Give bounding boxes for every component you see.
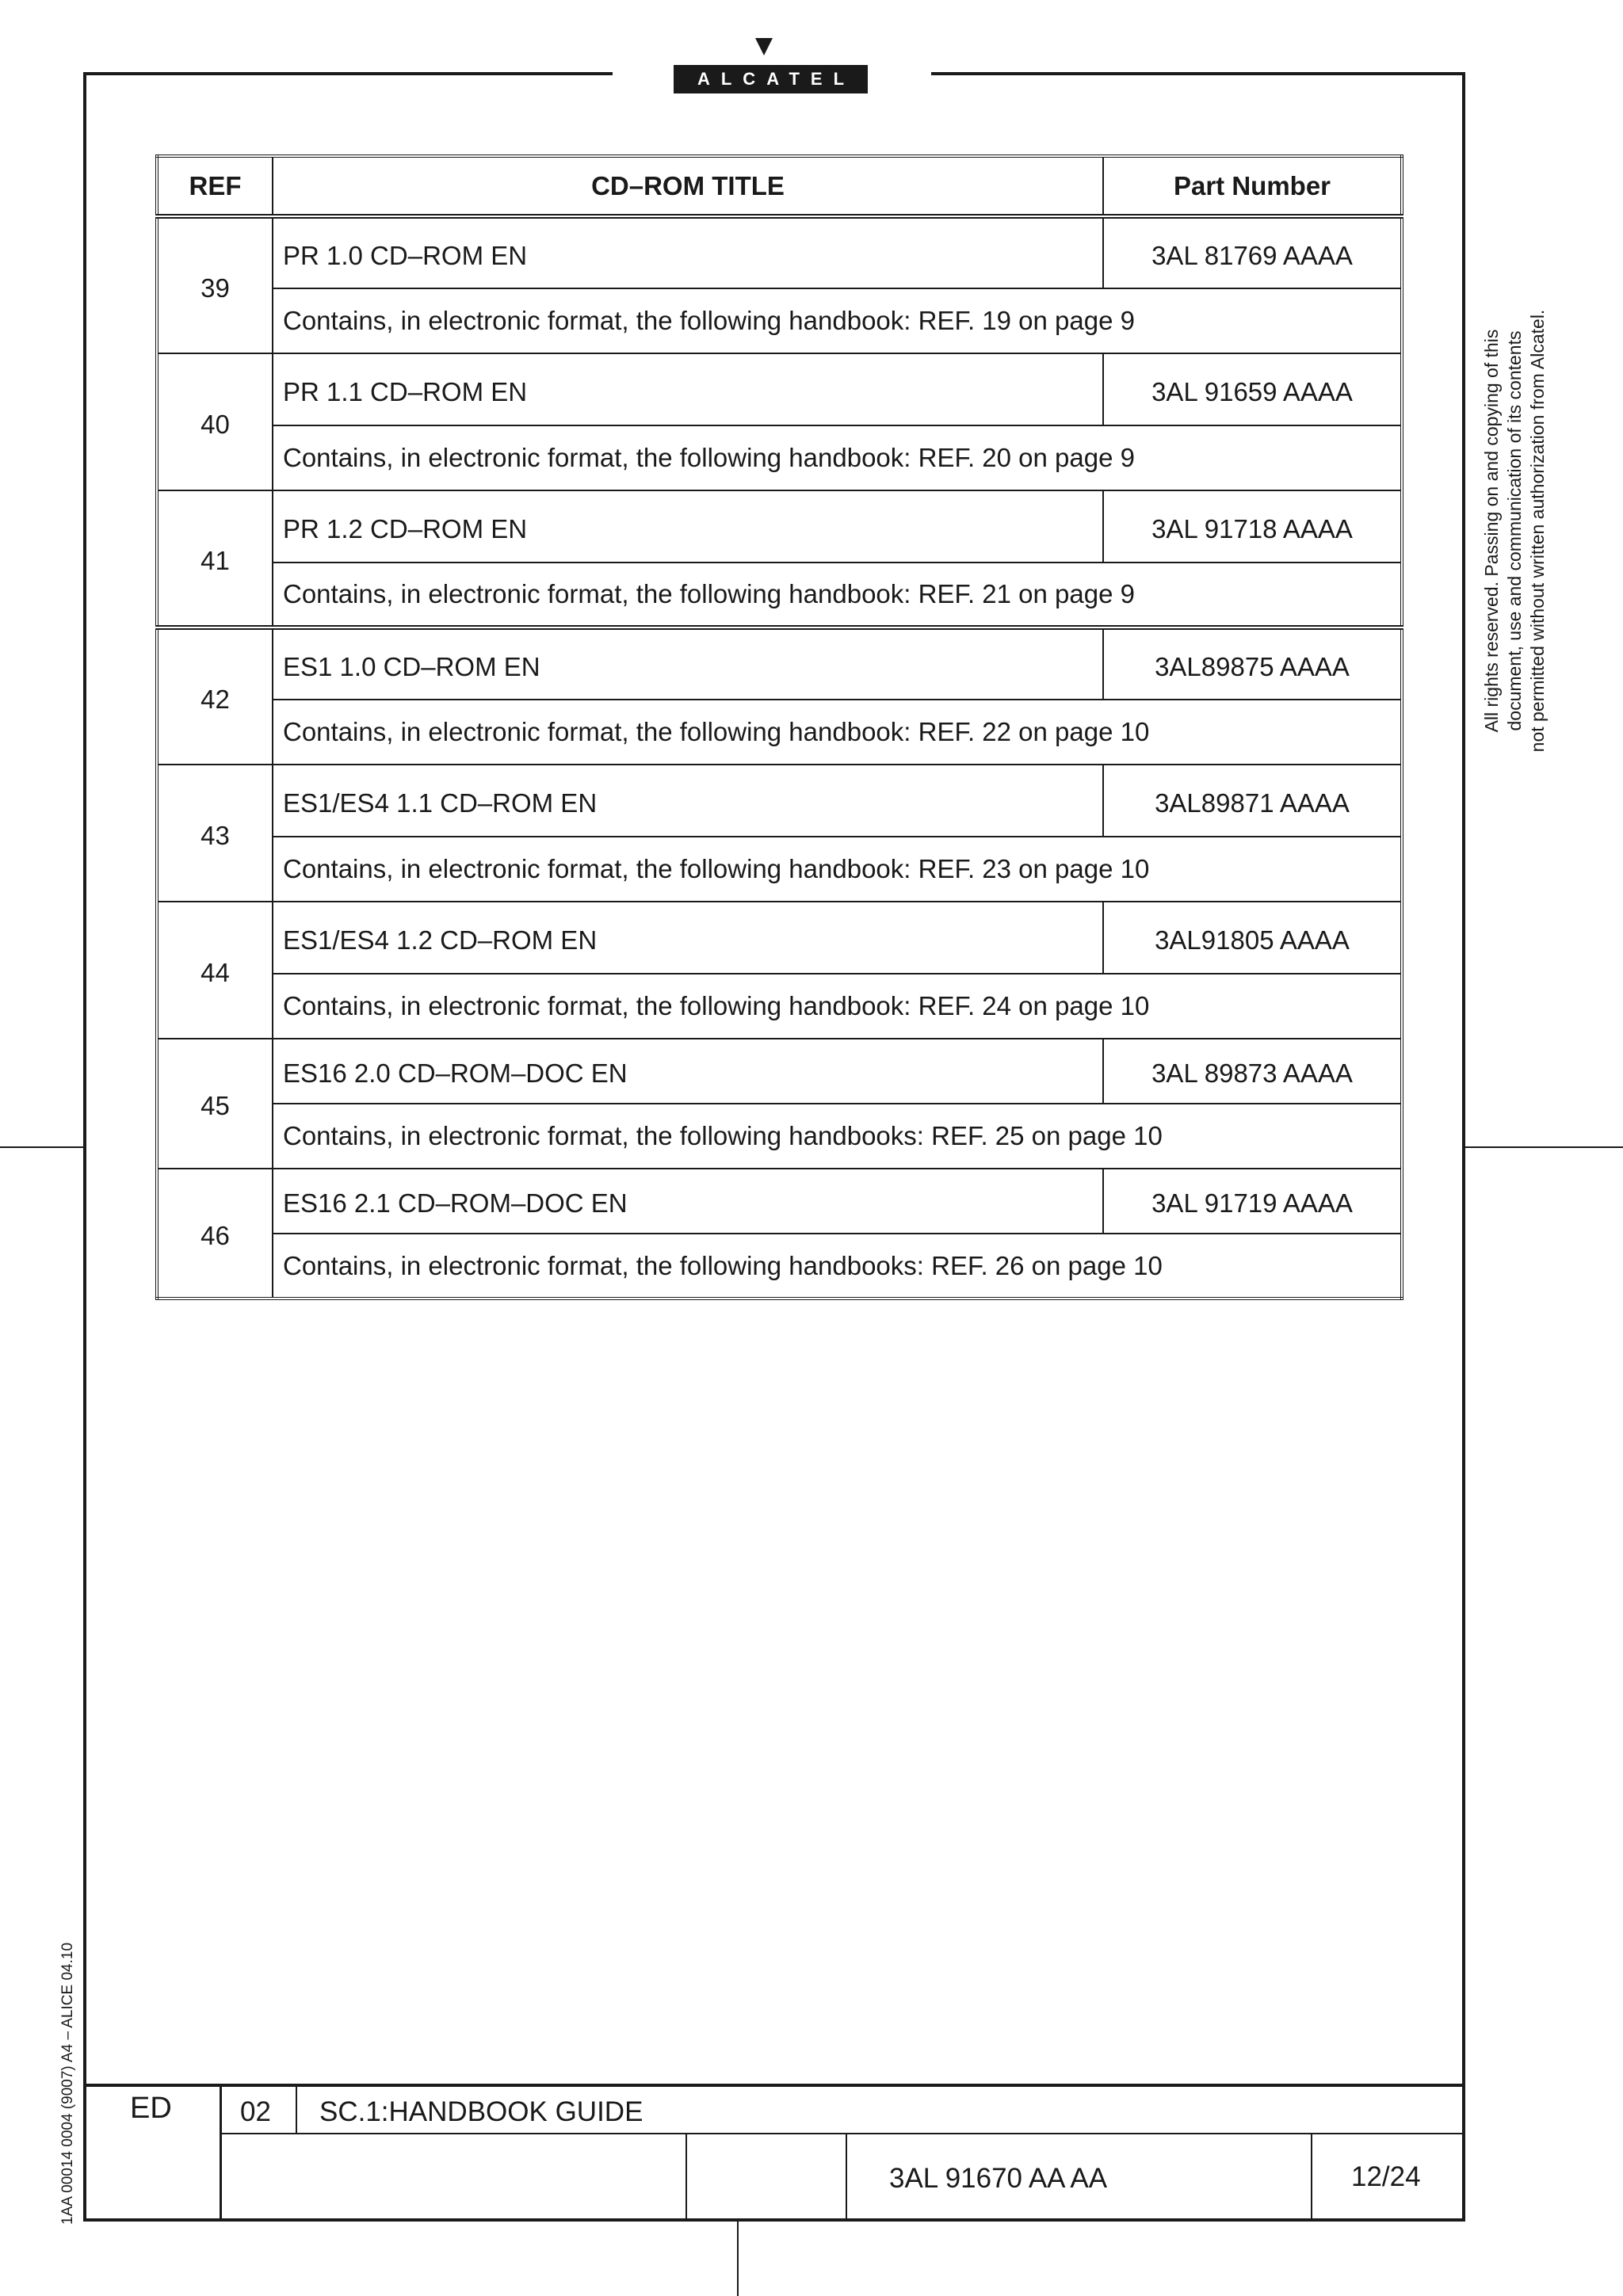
row-title: PR 1.2 CD–ROM EN bbox=[273, 490, 1103, 563]
logo-arrow-icon bbox=[755, 38, 773, 55]
row-part-number: 3AL91805 AAAA bbox=[1103, 902, 1402, 974]
row-title: ES16 2.1 CD–ROM–DOC EN bbox=[273, 1169, 1103, 1234]
crop-mark-right bbox=[1465, 1146, 1623, 1148]
footer-mid-line bbox=[220, 2133, 1465, 2134]
table-row bbox=[157, 425, 1402, 490]
table-row bbox=[157, 700, 1402, 765]
row-title: ES1 1.0 CD–ROM EN bbox=[273, 627, 1103, 700]
row-part-number: 3AL 91718 AAAA bbox=[1103, 490, 1402, 563]
table-row bbox=[157, 974, 1402, 1039]
form-id: 1AA 00014 0004 (9007) A4 – ALICE 04.10 bbox=[59, 1942, 76, 2225]
row-ref: 42 bbox=[157, 627, 273, 765]
frame-left bbox=[83, 72, 86, 2222]
row-description: Contains, in electronic format, the following handbook: REF. 21 on page 9 bbox=[273, 563, 1402, 627]
footer-divider-4 bbox=[846, 2133, 847, 2220]
table-row bbox=[157, 216, 1402, 288]
row-part-number: 3AL 91719 AAAA bbox=[1103, 1169, 1402, 1234]
header-part-number: Part Number bbox=[1103, 156, 1402, 216]
row-description: Contains, in electronic format, the following handbooks: REF. 25 on page 10 bbox=[273, 1104, 1402, 1169]
footer-divider-2 bbox=[296, 2084, 297, 2134]
row-title: ES1/ES4 1.1 CD–ROM EN bbox=[273, 765, 1103, 837]
header-title: CD–ROM TITLE bbox=[273, 156, 1103, 216]
table-row bbox=[157, 353, 1402, 425]
row-description: Contains, in electronic format, the following handbook: REF. 24 on page 10 bbox=[273, 974, 1402, 1039]
table-row bbox=[157, 902, 1402, 974]
table-row bbox=[157, 1234, 1402, 1299]
crop-mark-bottom bbox=[737, 2222, 739, 2296]
row-ref: 44 bbox=[157, 902, 273, 1039]
table-row bbox=[157, 1104, 1402, 1169]
table-row bbox=[157, 765, 1402, 837]
row-title: ES16 2.0 CD–ROM–DOC EN bbox=[273, 1039, 1103, 1104]
copyright-line-1: All rights reserved. Passing on and copying of this bbox=[1481, 329, 1502, 733]
row-ref: 43 bbox=[157, 765, 273, 902]
frame-top-right bbox=[931, 72, 1465, 75]
footer-page-number: 12/24 bbox=[1351, 2161, 1421, 2192]
table-row bbox=[157, 1169, 1402, 1234]
table-row bbox=[157, 1039, 1402, 1104]
row-title: PR 1.0 CD–ROM EN bbox=[273, 216, 1103, 288]
frame-bottom bbox=[83, 2218, 1465, 2222]
row-part-number: 3AL 89873 AAAA bbox=[1103, 1039, 1402, 1104]
row-title: PR 1.1 CD–ROM EN bbox=[273, 353, 1103, 425]
footer-doc-number: 3AL 91670 AA AA bbox=[889, 2163, 1108, 2194]
copyright-line-2: document, use and communication of its contents bbox=[1504, 330, 1525, 731]
table-row bbox=[157, 288, 1402, 353]
header-ref: REF bbox=[157, 156, 273, 216]
row-part-number: 3AL 81769 AAAA bbox=[1103, 216, 1402, 288]
frame-top-left bbox=[83, 72, 613, 75]
row-part-number: 3AL89875 AAAA bbox=[1103, 627, 1402, 700]
table-row bbox=[157, 563, 1402, 627]
row-description: Contains, in electronic format, the following handbooks: REF. 26 on page 10 bbox=[273, 1234, 1402, 1299]
alcatel-logo bbox=[674, 65, 868, 93]
footer-divider-1 bbox=[220, 2084, 222, 2220]
cd-rom-table bbox=[155, 154, 1403, 1300]
table-header-row bbox=[157, 156, 1402, 216]
row-ref: 45 bbox=[157, 1039, 273, 1169]
row-ref: 46 bbox=[157, 1169, 273, 1299]
row-ref: 40 bbox=[157, 353, 273, 490]
table-row bbox=[157, 490, 1402, 563]
row-description: Contains, in electronic format, the following handbook: REF. 23 on page 10 bbox=[273, 837, 1402, 902]
row-part-number: 3AL89871 AAAA bbox=[1103, 765, 1402, 837]
row-title: ES1/ES4 1.2 CD–ROM EN bbox=[273, 902, 1103, 974]
row-part-number: 3AL 91659 AAAA bbox=[1103, 353, 1402, 425]
logo-text: ALCATEL bbox=[697, 69, 856, 89]
footer-doc-title: SC.1:HANDBOOK GUIDE bbox=[319, 2096, 643, 2127]
copyright-notice bbox=[1480, 261, 1549, 800]
table-row bbox=[157, 627, 1402, 700]
footer-ed-label: ED bbox=[130, 2092, 172, 2125]
copyright-line-3: not permitted without written authorization from Alcatel. bbox=[1527, 309, 1548, 753]
row-description: Contains, in electronic format, the following handbook: REF. 22 on page 10 bbox=[273, 700, 1402, 765]
row-ref: 41 bbox=[157, 490, 273, 627]
table-row bbox=[157, 837, 1402, 902]
crop-mark-left bbox=[0, 1146, 83, 1148]
footer-ed-value: 02 bbox=[240, 2096, 271, 2127]
footer-top-line bbox=[83, 2084, 1465, 2087]
footer-divider-3 bbox=[685, 2133, 687, 2220]
row-ref: 39 bbox=[157, 216, 273, 353]
footer-divider-5 bbox=[1311, 2133, 1312, 2220]
row-description: Contains, in electronic format, the following handbook: REF. 19 on page 9 bbox=[273, 288, 1402, 353]
row-description: Contains, in electronic format, the following handbook: REF. 20 on page 9 bbox=[273, 425, 1402, 490]
